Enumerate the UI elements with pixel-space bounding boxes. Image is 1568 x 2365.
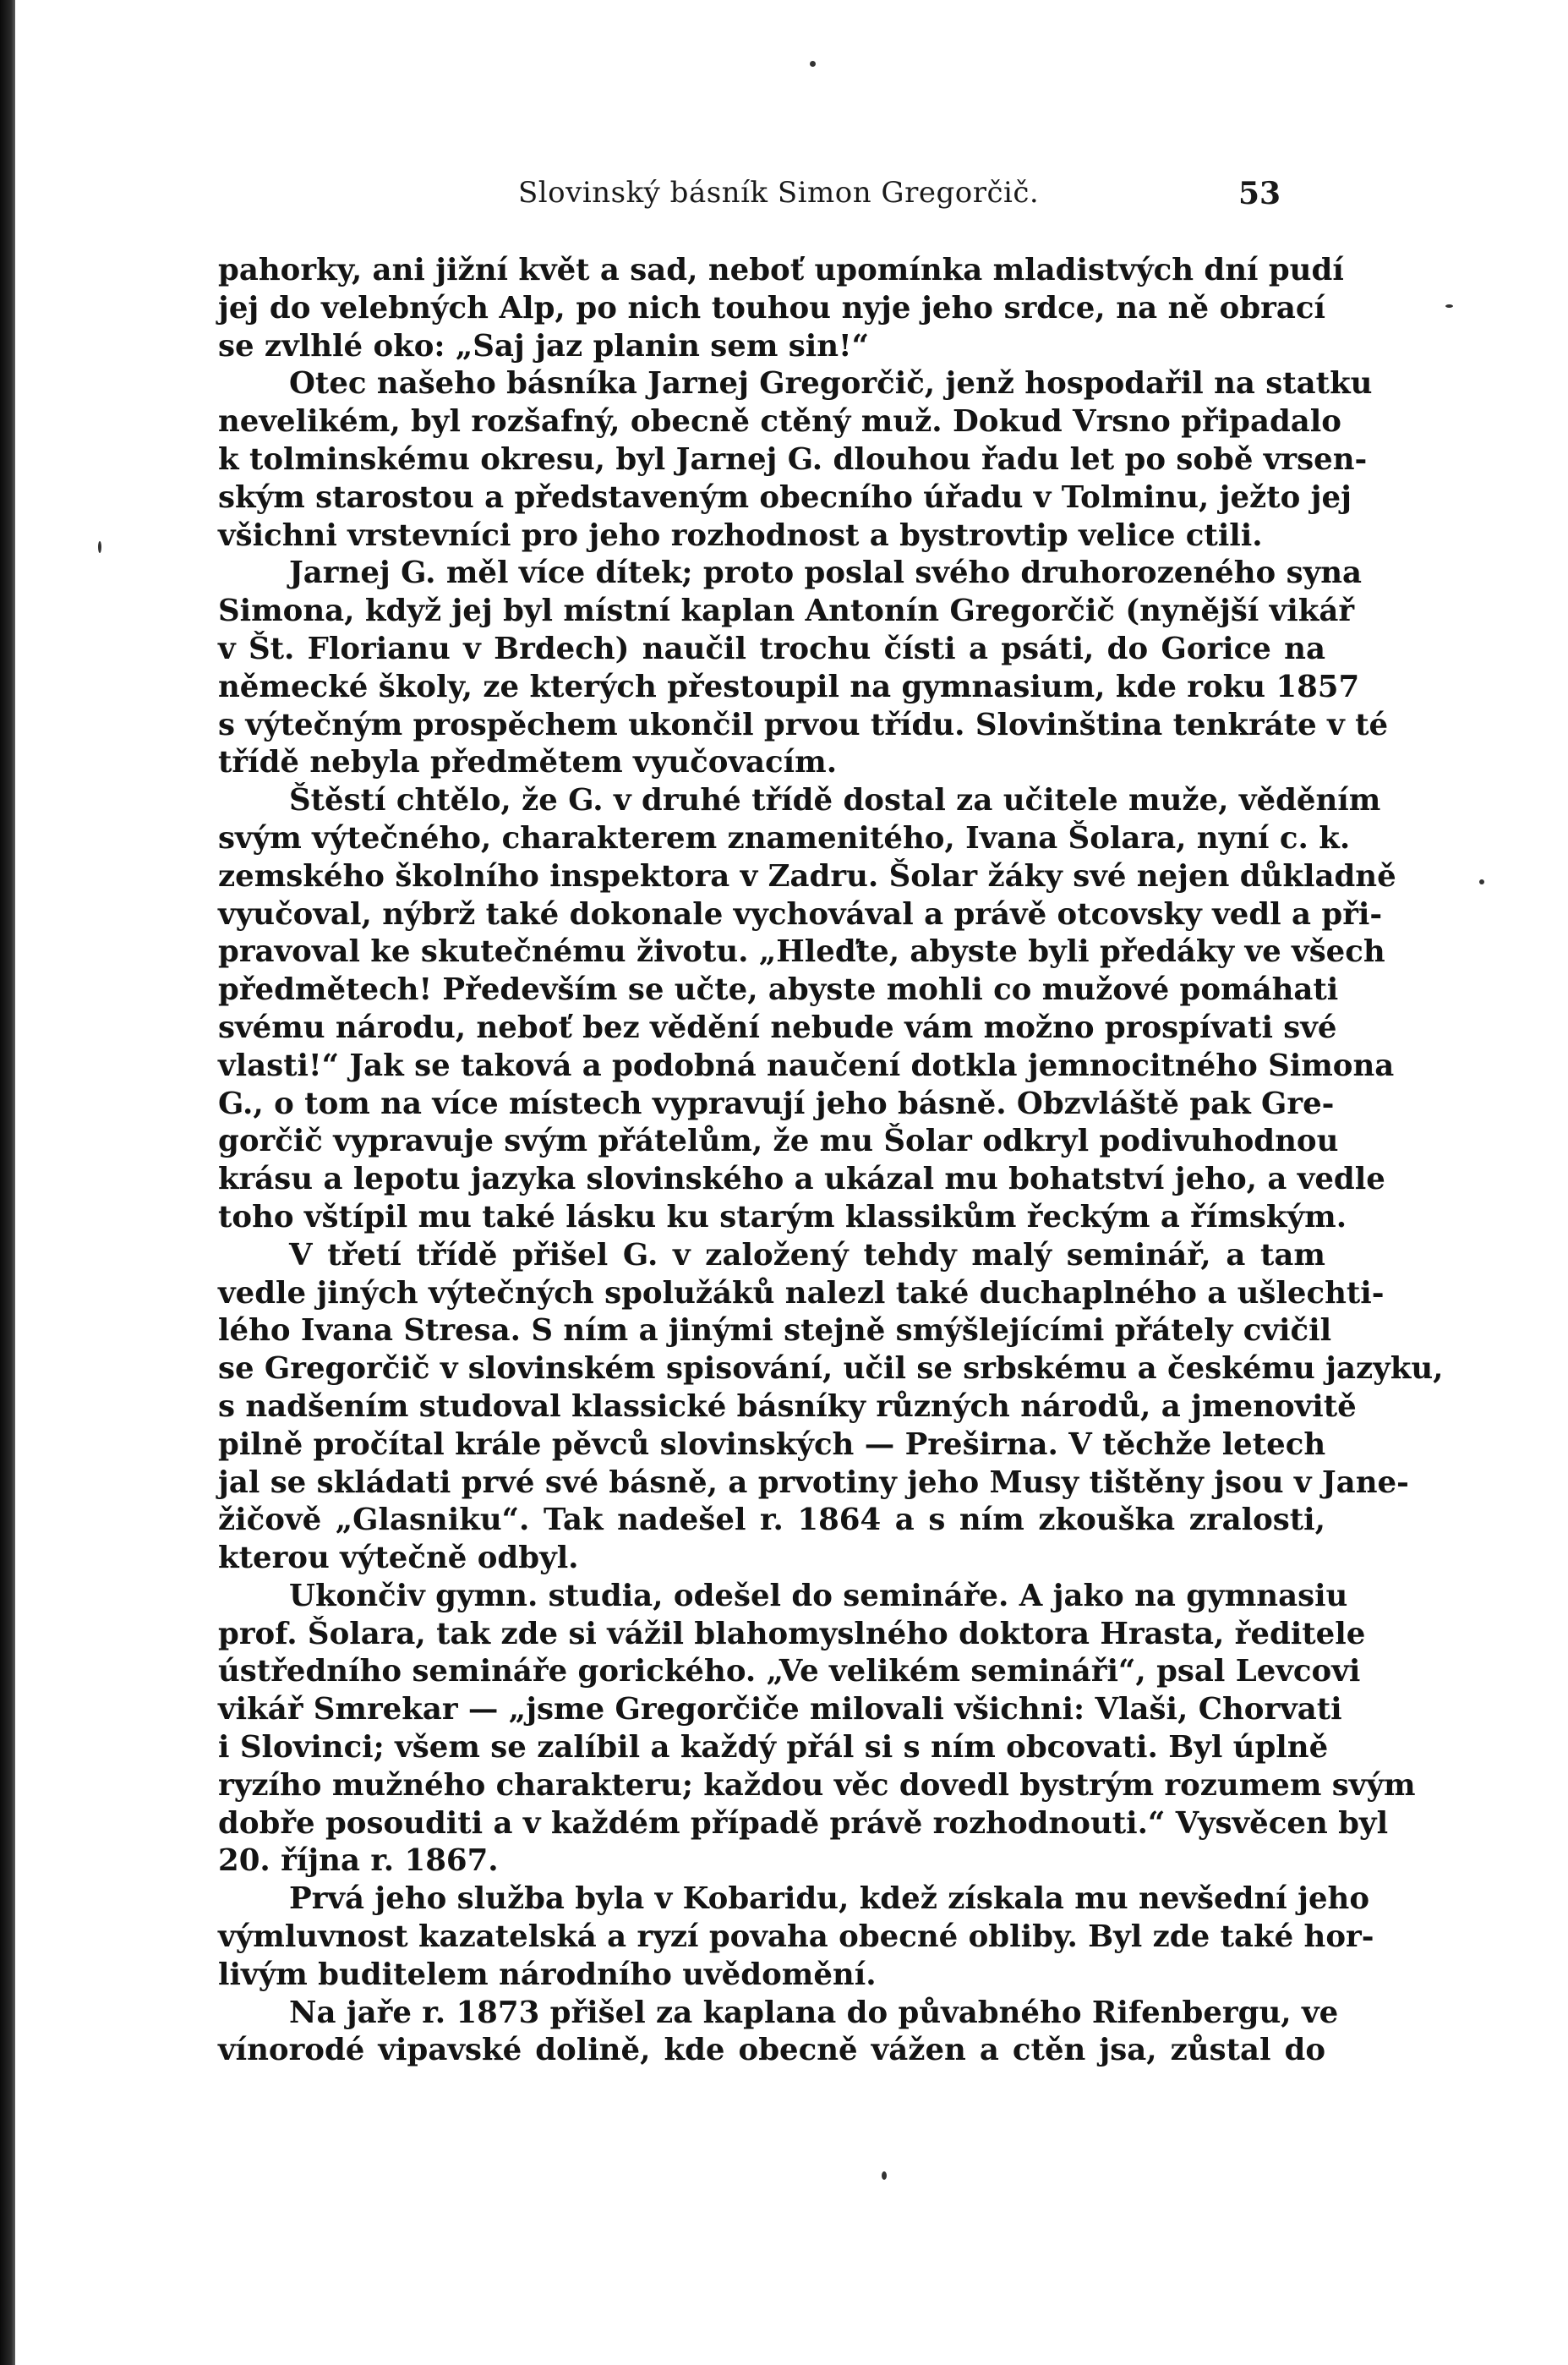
text-line: Otec našeho básníka Jarnej Gregorčič, jenž hospodařil na statku — [289, 366, 1373, 402]
text-line: předmětech! Především se učte, abyste mohli co mužové pomáhati — [218, 972, 1339, 1008]
text-line: prof. Šolara, tak zde si vážil blahomyslného doktora Hrasta, ředitele — [218, 1616, 1366, 1651]
text-line: dobře posouditi a v každém případě právě rozhodnouti.“ Vysvěcen byl — [218, 1805, 1389, 1841]
text-line: 20. října r. 1867. — [218, 1843, 499, 1879]
text-line: svému národu, neboť bez vědění nebude vám možno prospívati své — [218, 1010, 1337, 1045]
text-line: gorčič vypravuje svým přátelům, že mu Šolar odkryl podivuhodnou — [218, 1124, 1339, 1159]
text-line: s výtečným prospěchem ukončil prvou třídu. Slovinština tenkráte v té — [218, 707, 1389, 742]
text-line: se zvlhlé oko: „Saj jaz planin sem sin!“ — [218, 328, 870, 364]
body-text — [218, 252, 1444, 2070]
text-line: Na jaře r. 1873 přišel za kaplana do půvabného Rifenbergu, ve — [289, 1995, 1339, 2030]
text-line: ústředního semináře gorického. „Ve velikém semináři“, psal Levcovi — [218, 1654, 1361, 1689]
page-number: 53 — [1238, 176, 1281, 211]
text-line: výmluvnost kazatelská a ryzí povaha obecné obliby. Byl zde také hor- — [218, 1919, 1374, 1955]
text-line: ryzího mužného charakteru; každou věc dovedl bystrým rozumem svým — [218, 1767, 1416, 1803]
text-line: německé školy, ze kterých přestoupil na gymnasium, kde roku 1857 — [218, 669, 1360, 704]
text-line: třídě nebyla předmětem vyučovacím. — [218, 745, 838, 780]
text-line: žičově „Glasniku“. Tak nadešel r. 1864 a s ním zkouška zralosti, — [218, 1503, 1325, 1538]
text-line: Simona, když jej byl místní kaplan Antonín Gregorčič (nynější vikář — [218, 594, 1355, 629]
running-title: Slovinský básník Simon Gregorčič. — [518, 176, 1040, 210]
scan-speck — [1445, 304, 1453, 308]
text-line: vedle jiných výtečných spolužáků nalezl také duchaplného a ušlechti- — [218, 1275, 1385, 1311]
text-line: nevelikém, byl rozšafný, obecně ctěný muž. Dokud Vrsno připadalo — [218, 404, 1341, 440]
text-line: livým buditelem národního uvědomění. — [218, 1957, 877, 1992]
text-line: pilně pročítal krále pěvců slovinských — Preširna. V těchže letech — [218, 1426, 1326, 1462]
text-line: k tolminskému okresu, byl Jarnej G. dlouhou řadu let po sobě vrsen- — [218, 441, 1368, 477]
text-line: toho vštípil mu také lásku ku starým klassikům řeckým a římským. — [218, 1199, 1347, 1235]
text-line: jej do velebných Alp, po nich touhou nyje jeho srdce, na ně obrací — [218, 290, 1325, 326]
text-line: vikář Smrekar — „jsme Gregorčiče milovali všichni: Vlaši, Chorvati — [218, 1692, 1342, 1727]
page-header — [15, 176, 1568, 218]
text-line: krásu a lepotu jazyka slovinského a ukázal mu bohatství jeho, a vedle — [218, 1162, 1385, 1197]
text-line: vínorodé vipavské dolině, kde obecně vážen a ctěn jsa, zůstal do — [218, 2033, 1325, 2068]
text-line: v Št. Florianu v Brdech) naučil trochu čísti a psáti, do Gorice na — [218, 631, 1325, 666]
text-line: lého Ivana Stresa. S ním a jinými stejně smýšlejícími přátely cvičil — [218, 1313, 1332, 1349]
text-line: i Slovinci; všem se zalíbil a každý přál si s ním obcovati. Byl úplně — [218, 1730, 1329, 1766]
text-line: Štěstí chtělo, že G. v druhé třídě dostal za učitele muže, věděním — [289, 783, 1381, 818]
text-line: Ukončiv gymn. studia, odešel do semináře. A jako na gymnasiu — [289, 1578, 1348, 1613]
text-line: zemského školního inspektora v Zadru. Šolar žáky své nejen důkladně — [218, 858, 1396, 894]
text-line: svým výtečného, charakterem znamenitého, Ivana Šolara, nyní c. k. — [218, 820, 1351, 856]
text-line: ským starostou a představeným obecního úřadu v Tolminu, ježto jej — [218, 479, 1352, 515]
scan-speck — [98, 541, 101, 553]
text-line: vyučoval, nýbrž také dokonale vychovával a právě otcovsky vedl a při- — [218, 896, 1383, 932]
text-line: všichni vrstevníci pro jeho rozhodnost a bystrovtip velice ctili. — [218, 517, 1263, 553]
text-line: se Gregorčič v slovinském spisování, učil se srbskému a českému jazyku, — [218, 1351, 1444, 1387]
book-page — [15, 0, 1568, 2365]
scan-speck — [1479, 879, 1484, 884]
text-line: s nadšením studoval klassické básníky různých národů, a jmenovitě — [218, 1388, 1357, 1424]
text-line: pravoval ke skutečnému životu. „Hleďte, abyste byli předáky ve všech — [218, 934, 1385, 970]
text-line: jal se skládati prvé své básně, a prvotiny jeho Musy tištěny jsou v Jane- — [218, 1464, 1409, 1500]
text-line: kterou výtečně odbyl. — [218, 1541, 579, 1576]
text-line: G., o tom na více místech vypravují jeho básně. Obzvláště pak Gre- — [218, 1086, 1335, 1121]
text-line: Jarnej G. měl více dítek; proto poslal svého druhorozeného syna — [289, 556, 1363, 591]
text-line: pahorky, ani jižní květ a sad, neboť upomínka mladistvých dní pudí — [218, 253, 1344, 287]
scan-speck — [810, 61, 816, 67]
text-line: V třetí třídě přišel G. v založený tehdy malý seminář, a tam — [289, 1237, 1325, 1273]
text-line: Prvá jeho služba byla v Kobaridu, kdež získala mu nevšední jeho — [289, 1881, 1370, 1917]
text-line: vlasti!“ Jak se taková a podobná naučení dotkla jemnocitného Simona — [218, 1048, 1395, 1083]
scan-speck — [882, 2171, 887, 2180]
